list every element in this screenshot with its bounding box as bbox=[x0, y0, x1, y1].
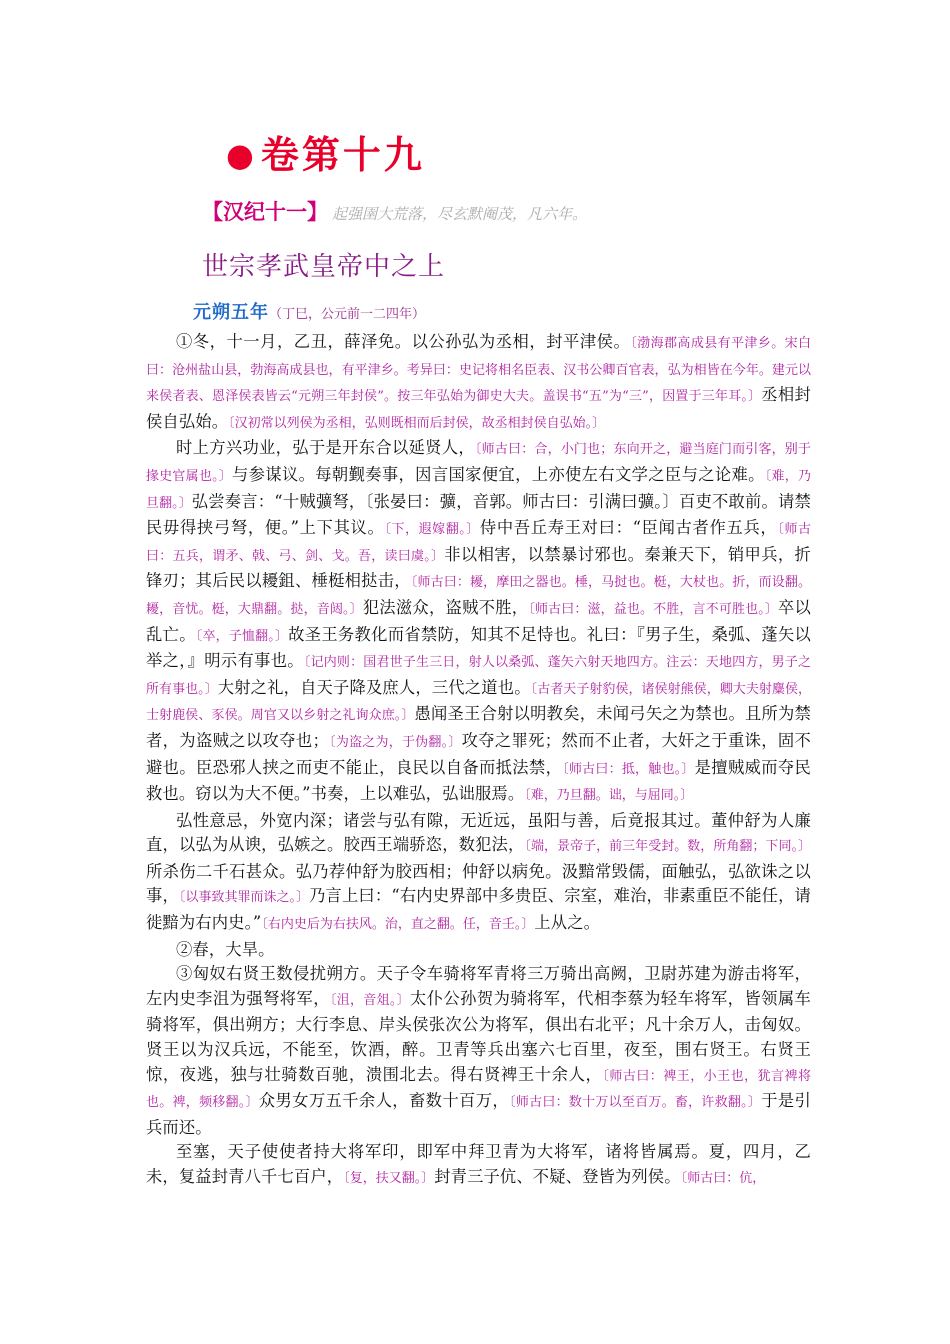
chronicle-heading bbox=[202, 196, 587, 226]
main-text: 丞相封侯自弘始。 bbox=[146, 385, 811, 431]
year-name: 元朔五年 bbox=[193, 302, 269, 323]
commentary-note: 〔端，景帝子，前三年受封。数，所角翻；下同。〕 bbox=[524, 839, 811, 855]
commentary-note: 〔师古曰：抵，触也。〕 bbox=[562, 761, 695, 777]
commentary-note: 〔为盗之为，于伪翻。〕 bbox=[328, 734, 462, 750]
main-text: 于是引兵而还。 bbox=[146, 1091, 811, 1137]
main-text: 侍中吾丘寿王对曰：“臣闻古者作五兵， bbox=[479, 518, 778, 538]
commentary-note: 〔记内则：国君世子生三日，射人以桑弧、蓬矢六射天地四方。注云：天地四方，男子之所有事也。〕 bbox=[146, 655, 811, 697]
bullet-icon: ● bbox=[226, 136, 257, 174]
commentary-note: 〔难，乃旦翻。诎，与屈同。〕 bbox=[524, 788, 694, 804]
main-text: 弘性意忌，外宽内深；诸尝与弘有隙，无近远，虽阳与善，后竟报其过。董仲舒为人廉直，以弘为从谀，弘嫉之。胶西王端骄恣，数犯法， bbox=[146, 810, 811, 855]
commentary-note: 〔师古曰：五兵，谓矛、戟、弓、剑、戈。吾，读曰虞。〕 bbox=[146, 522, 811, 564]
commentary-note: 〔师古曰：合，小门也；东向开之，避当庭门而引客，别于掾史官属也。〕 bbox=[146, 442, 811, 484]
year-note: （丁巳，公元前一二四年） bbox=[269, 307, 426, 322]
commentary-note: 〔下，遐嫁翻。〕 bbox=[384, 522, 480, 538]
emperor-heading: 世宗孝武皇帝中之上 bbox=[202, 252, 446, 282]
commentary-note: 〔复，扶又翻。〕 bbox=[343, 1171, 435, 1186]
main-text: 时上方兴功业，弘于是开东合以延贤人， bbox=[176, 438, 475, 458]
main-text: 至塞，天子使使者持大将军印，即军中拜卫青为大将军，诸将皆属焉。夏，四月，乙未，复益封青八千七百户， bbox=[146, 1142, 811, 1186]
main-text: 犯法滋众，盗贼不胜， bbox=[362, 597, 529, 617]
commentary-note: 〔师古曰：数十万以至百万。畜，许救翻。〕 bbox=[509, 1095, 762, 1111]
main-text: 攻夺之罪死；然而不止者，大奸之于重诛，固不避也。臣恐邪人挟之而吏不能止，良民以自备而抵法禁， bbox=[146, 730, 811, 777]
paragraph bbox=[146, 809, 811, 938]
commentary-note: 〔渤海郡高成县有平津乡。宋白曰：沧州盐山县，勃海高成县也，有平津乡。考异曰：史记将相名臣表、汉书公卿百官表，弘为相皆在今年。建元以来侯者表、恩泽侯表皆云“元朔三年封侯”。按三年弘始为御史大夫。盖误书“五”为“三”，因置于三年耳。〕 bbox=[146, 336, 811, 405]
main-text: 非以相害，以禁暴讨邪也。秦兼天下，销甲兵，折锋刃；其后民以耰鉏、棰梃相挞击， bbox=[146, 544, 811, 591]
main-text: ①冬，十一月，乙丑，薛泽免。以公孙弘为丞相，封平津侯。 bbox=[176, 332, 631, 351]
commentary-note: 〔右内史后为右扶风。治，直之翻。任，音壬。〕 bbox=[261, 917, 535, 933]
commentary-note: 〔沮，音俎。〕 bbox=[329, 992, 410, 1008]
main-text: 大射之礼，自天子降及庶人，三代之道也。 bbox=[217, 677, 531, 697]
chapter-title-text: 卷第十九 bbox=[260, 132, 425, 177]
commentary-note: 〔师古曰：裨王，小王也，犹言裨将也。裨，频移翻。〕 bbox=[146, 1068, 811, 1111]
main-text: ②春，大旱。 bbox=[176, 939, 275, 959]
main-text: 乃言上曰：“右内史界部中多贵臣、宗室，难治，非素重臣不能任，请徙黯为右内史。” bbox=[146, 886, 811, 933]
paragraph bbox=[146, 1140, 811, 1191]
paragraph bbox=[146, 938, 811, 963]
commentary-note: 〔师古曰：伉， bbox=[680, 1171, 766, 1186]
chronicle-range: 起强圉大荒落，尽玄默阉茂，凡六年。 bbox=[332, 205, 588, 223]
main-text: 卒以乱亡。 bbox=[146, 597, 811, 644]
year-heading bbox=[193, 298, 425, 324]
commentary-note: 〔古者天子射豹侯，诸侯射熊侯，卿大夫射麋侯，士射鹿侯、豕侯。周官又以乡射之礼询众庶。〕 bbox=[146, 681, 811, 724]
paragraph bbox=[146, 330, 811, 436]
commentary-note: 〔难，乃旦翻。〕 bbox=[146, 468, 811, 511]
main-text: ③匈奴右贤王数侵扰朔方。天子令车骑将军青将三万骑出高阙，卫尉苏建为游击将军，左内史李沮为强弩将军， bbox=[146, 964, 811, 1008]
commentary-note: 〔师古曰：滋，益也。不胜，言不可胜也。〕 bbox=[528, 601, 778, 617]
commentary-note: 〔卒，子恤翻。〕 bbox=[195, 628, 289, 644]
main-text: 封青三子伉、不疑、登皆为列侯。 bbox=[434, 1167, 681, 1186]
main-text: 与参谋议。每朝觐奏事，因言国家便宜，上亦使左右文学之臣与之论难。 bbox=[232, 464, 765, 484]
paragraph bbox=[146, 962, 811, 1140]
main-text: 上从之。 bbox=[534, 913, 601, 933]
commentary-note: 〔汉初常以列侯为丞相，弘则既相而后封侯，故丞相封侯自弘始。〕 bbox=[228, 415, 606, 431]
main-text: 故圣王务教化而省禁防，知其不足恃也。礼曰：『男子生，桑弧、蓬矢以举之，』明示有事也。 bbox=[146, 624, 811, 671]
main-text: 所杀伤二千石甚众。弘乃荐仲舒为胶西相；仲舒以病免。汲黯常毁儒，面触弘，弘欲诛之以事， bbox=[146, 861, 811, 906]
main-text: 太仆公孙贺为骑将军，代相李蔡为轻车将军，皆领属车骑将军，俱出朔方；大行李息、岸头侯张次公为将军，俱出右北平；凡十余万人，击匈奴。贤王以为汉兵远，不能至，饮酒，醉。卫青等兵出塞六七百里，夜至，围右贤王。右贤王惊，夜逃，独与壮骑数百驰，溃围北去。得右贤裨王十余人， bbox=[146, 988, 811, 1084]
main-text: 弘尝奏言：“十贼彍弩，〔张晏曰：彍，音郭。师古曰：引满曰彍。〕百吏不敢前。请禁民毋得挟弓弩，便。”上下其议。 bbox=[146, 491, 811, 538]
main-text: 愚闻圣王合射以明教矣，未闻弓矢之为禁也。且所为禁者，为盗贼之以攻夺也； bbox=[146, 704, 811, 750]
paragraph bbox=[146, 436, 811, 808]
article-body bbox=[146, 330, 811, 1192]
main-text: 众男女万五千余人，畜数十百万， bbox=[258, 1091, 510, 1111]
chapter-title bbox=[226, 124, 425, 179]
chronicle-label: 【汉纪十一】 bbox=[202, 199, 328, 224]
commentary-note: 〔以事致其罪而诛之。〕 bbox=[178, 890, 310, 906]
commentary-note: 〔师古曰：耰，摩田之器也。棰，马挝也。梃，大杖也。折，而设翻。耰，音忧。梃，大鼎翻。挞，音闼。〕 bbox=[146, 575, 811, 617]
main-text: 是擅贼威而夺民救也。窃以为大不便。”书奏，上以难弘，弘诎服焉。 bbox=[146, 757, 811, 804]
